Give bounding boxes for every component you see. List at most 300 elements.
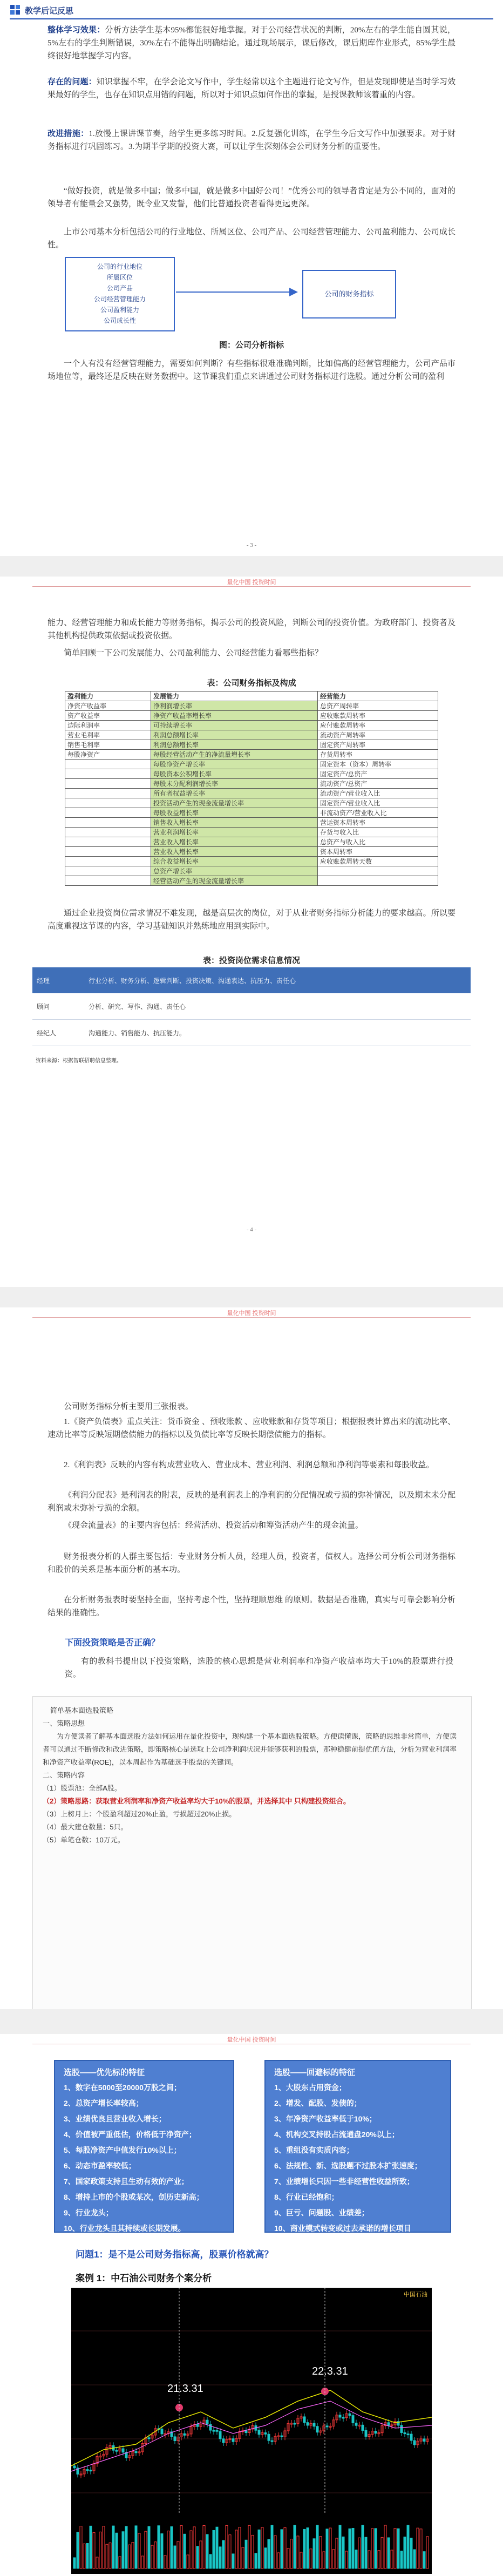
volume-bar: [426, 2537, 429, 2568]
candle-body: [183, 2433, 186, 2435]
position-requirements: 分析、研究、写作、沟通、责任心: [84, 993, 471, 1020]
strategy-line: 为方便读者了解基本面选股方法如何运用在量化投资中，现构建一个基本面选股策略。方便读懂课，策略的思维非常简单，方便读者可以通过不断修改和改进策略，即策略核心是选取上公司净利润状况并能够获利的股票，那种稳健前提优值方法，分析为营业利润率和净资产收益率(ROE)，以本周起作为基础选手股票的关键词。: [43, 1732, 457, 1766]
table-row: [65, 857, 438, 866]
table-cell: [65, 808, 151, 818]
volume-bar: [281, 2530, 283, 2568]
job-position-table: [32, 967, 471, 1046]
table-cell: 营业收入增长率: [151, 847, 318, 857]
volume-bar: [148, 2526, 150, 2568]
table-cell: 存货周转率: [318, 750, 438, 760]
table-cell: 资产收益率: [65, 711, 151, 721]
volume-bar: [274, 2536, 276, 2568]
volume-bar: [122, 2532, 124, 2568]
table-header: 盈利能力: [65, 692, 151, 701]
table-cell: 固定资产周转率: [318, 740, 438, 750]
volume-bar: [90, 2526, 92, 2568]
table-row: [65, 711, 438, 721]
volume-bar: [394, 2528, 396, 2568]
table-header: 发展能力: [151, 692, 318, 701]
table-cell: [318, 876, 438, 886]
financial-indicator-table: [65, 691, 438, 886]
list-item: 1、数字在5000至20000万股之间；: [64, 2083, 181, 2092]
problems-text: 知识掌握不牢，在学会论文写作中，学生经常以这个主题进行论文写作，但是发现即使是当时学习效果最好的学生，也存在知识点用错的问题，所以对于知识点如何作出的掌握，是授课教师该着重的内容。: [47, 78, 456, 99]
volume-bar: [252, 2535, 254, 2568]
volume-bar: [196, 2546, 199, 2568]
volume-bar: [232, 2554, 234, 2568]
volume-bar: [264, 2548, 267, 2568]
table-row: [65, 808, 438, 818]
volume-bar: [174, 2546, 176, 2568]
table-row: [65, 818, 438, 828]
analysts-paragraph: 财务报表分析的人群主要包括：专业财务分析人员，经理人员，投资者，债权人。选择公司分析公司财务指标和股价的关系是基本面分析的基本功。: [47, 1553, 456, 1574]
effect-text: 分析方法学生基本95%都能很好地掌握。对于公司经营状况的判断，20%左右的学生能自圆其说，5%左右的学生判断错误，30%左右不能得出明确结论。通过现场展示，课后修改，课后期库作业形式，85%学生最终很好地掌握学习内容。: [47, 26, 456, 60]
table-row: [65, 750, 438, 760]
header-rule: [10, 18, 493, 19]
table-row: [32, 993, 471, 1020]
volume-bar: [423, 2552, 425, 2568]
diagram-right-label: 公司的财务指标: [324, 290, 374, 298]
candle-body: [365, 2430, 367, 2436]
volume-bar: [177, 2541, 179, 2568]
volume-bar: [268, 2539, 270, 2568]
volume-bar: [77, 2532, 79, 2568]
volume-bar: [187, 2555, 189, 2568]
table-cell: [65, 789, 151, 798]
candle-body: [268, 2434, 270, 2441]
volume-bar: [277, 2553, 280, 2568]
strategy-line: 一、策略思想: [43, 1719, 85, 1727]
table-cell: 资本周转率: [318, 847, 438, 857]
list-item: 9、巨亏、问题股、业绩差；: [274, 2208, 369, 2217]
volume-bar: [167, 2531, 169, 2568]
volume-bar: [138, 2533, 140, 2568]
candle-body: [339, 2415, 341, 2417]
volume-bar: [245, 2540, 247, 2568]
table-header: 经营能力: [318, 692, 438, 701]
candle-body: [148, 2438, 150, 2439]
job-demand-paragraph: 通过企业投资岗位需求情况不难发现，越是高层次的岗位，对于从业者财务指标分析能力的要求越高。所以要高度重视这节课的内容，学习基础知识并熟练地应用到实际中。: [47, 909, 456, 931]
table-cell: 净资产收益率增长率: [151, 711, 318, 721]
avoid-stock-box: [264, 2060, 451, 2233]
table-cell: [65, 818, 151, 828]
table-cell: 固定资本（资本）周转率: [318, 760, 438, 769]
list-item: 8、增持上市的个股或某次，创历史新高；: [64, 2193, 204, 2201]
profit-distribution-paragraph: 《利润分配表》是利润表的附表，反映的是利润表上的净利润的分配情况或亏损的弥补情况，以及期末未分配利润或未弥补亏损的余额。: [47, 1491, 456, 1513]
table-cell: [65, 857, 151, 866]
volume-bar: [86, 2543, 89, 2568]
table-cell: 净利润增长率: [151, 701, 318, 711]
table-cell: [65, 866, 151, 876]
list-item: 10、行业龙头且其持续或长期发展。: [64, 2224, 186, 2233]
table-cell: 营业利润增长率: [151, 828, 318, 837]
table-cell: 固定资产/营业收入比: [318, 798, 438, 808]
management-paragraph: 一个人有没有经营管理能力，需要如何判断？有些指标很难准确判断，比如偏高的经营管理能力，公司产品市场地位等，最终还是反映在财务数据中。这节课我们重点来讲通过公司财务指标进行选股。通过分析公司的盈利: [47, 360, 456, 381]
volume-bar: [151, 2545, 153, 2568]
three-statements-paragraph: 公司财务指标分析主要用三张报表。: [64, 1402, 194, 1411]
volume-bar: [297, 2536, 299, 2568]
volume-bar: [164, 2555, 166, 2568]
volume-bar: [284, 2527, 286, 2568]
table-cell: [65, 837, 151, 847]
table-row: [65, 701, 438, 711]
volume-bar: [258, 2530, 260, 2568]
candle-body: [161, 2429, 163, 2434]
quote-paragraph: “做好投资，就是做多中国；做多中国，就是做多中国好公司！”优秀公司的领导者肯定是为公不同的，面对的领导者有能量会又强势，既令业又发誓，他们比普通投资者看得更远更深。: [47, 187, 456, 208]
problems-label: 存在的问题：: [47, 78, 97, 86]
preferred-stock-box: [54, 2060, 234, 2233]
volume-bar: [391, 2550, 393, 2568]
volume-bar: [154, 2542, 157, 2568]
volume-bar: [119, 2557, 121, 2568]
candle-body: [222, 2439, 225, 2443]
strategy-question: 下面投资策略是否正确？: [65, 1638, 160, 1648]
diagram-item: 公司经营管理能力: [93, 295, 146, 303]
page-3: [0, 1307, 503, 2009]
candle-body: [404, 2432, 406, 2433]
volume-bar: [371, 2528, 373, 2568]
table-cell: 营业毛利率: [65, 730, 151, 740]
volume-bar: [349, 2528, 351, 2568]
table-cell: [65, 798, 151, 808]
volume-bar: [316, 2525, 318, 2568]
volume-bar: [336, 2538, 338, 2568]
candle-body: [86, 2470, 89, 2471]
improvement-label: 改进措施：: [47, 130, 89, 138]
list-item: 7、业绩增长只因一些非经营性收益所致；: [274, 2177, 414, 2186]
candle-body: [209, 2424, 212, 2430]
candle-body: [174, 2437, 176, 2441]
effect-paragraph: [47, 24, 456, 63]
volume-bar: [206, 2534, 208, 2568]
table-cell: 每股净资产: [65, 750, 151, 760]
box-title: 选股——优先标的特征: [64, 2068, 145, 2077]
figure-caption: 图：公司分析指标: [219, 341, 284, 350]
table-row: [65, 779, 438, 789]
table-row: [65, 876, 438, 886]
table-cell: 营业收入增长率: [151, 837, 318, 847]
table-row: [65, 837, 438, 847]
table-cell: [65, 760, 151, 769]
balance-sheet-paragraph: 1.《资产负债表》重点关注：货币资金 、预收账款 、应收账款和存货等项目；根据报表计算出来的流动比率、速动比率等反映短期偿债能力的指标以及负债比率等反映长期偿债能力的指标。: [47, 1418, 456, 1439]
table-cell: 所有者权益增长率: [151, 789, 318, 798]
table-row: [32, 967, 471, 993]
volume-bar: [226, 2525, 228, 2568]
volume-bar: [271, 2525, 273, 2568]
list-item: 8、行业已经饱和；: [274, 2193, 339, 2201]
strategy-intro-paragraph: 有的教科书提出以下投资策略，选股的核心思想是营业利润率和净资产收益率均大于10%的股票进行投资。: [65, 1657, 453, 1679]
watermark-text: 量化中国 投资时间: [227, 1310, 276, 1317]
candle-body: [213, 2430, 215, 2431]
candle-body: [307, 2423, 309, 2425]
volume-bar: [235, 2530, 237, 2568]
table-row: [65, 847, 438, 857]
volume-bar: [183, 2534, 186, 2568]
list-item: 5、每股净资产中值发行10%以上；: [64, 2146, 181, 2154]
diagram-right-box: [302, 270, 396, 318]
strategy-line: （5）单笔仓数：10万元。: [43, 1836, 125, 1844]
volume-bar: [80, 2526, 82, 2568]
volume-bar: [83, 2544, 85, 2568]
table-cell: 总资产增长率: [151, 866, 318, 876]
volume-bar: [342, 2537, 344, 2568]
list-item: 10、商业模式转变或过去承诺的增长项目: [274, 2224, 411, 2233]
watermark-text: 量化中国 投资时间: [227, 2037, 276, 2043]
strategy-line: 二、策略内容: [43, 1771, 85, 1779]
candle-body: [216, 2430, 218, 2431]
page-4: [0, 2034, 503, 2576]
strategy-line-highlight: （2）策略思路：获取营业利润率和净资产收益率均大于10%的股票，并选择其中 只构建投资组合。: [43, 1797, 350, 1805]
strategy-line: （1）股票池：全部A股。: [43, 1784, 121, 1792]
problems-paragraph: [47, 76, 456, 101]
candle-body: [294, 2423, 296, 2424]
volume-bar: [106, 2544, 108, 2568]
table2-title: 表：投资岗位需求信息情况: [202, 956, 300, 965]
table-cell: [65, 876, 151, 886]
volume-bar: [307, 2528, 309, 2568]
table-cell: 总资产与收入比: [318, 837, 438, 847]
improvement-text: 1.放慢上课讲课节奏，给学生更多练习时间。2.反复强化训练，在学生今后文写作中加强要求。对于财务指标进行巩固练习。3.为期半学期的投资大赛，可以让学生深刻体会公司财务分析的重要性。: [47, 130, 456, 151]
table-row: [65, 828, 438, 837]
table-cell: 非流动资产/营业收入比: [318, 808, 438, 818]
volume-bar: [355, 2550, 357, 2568]
volume-bar: [407, 2525, 409, 2568]
review-paragraph: 简单回顾一下公司发展能力、公司盈利能力、公司经营能力看哪些指标？: [64, 649, 323, 657]
list-item: 4、价值被严重低估，价格低于净资产；: [64, 2130, 196, 2139]
candle-body: [352, 2416, 354, 2423]
candle-body: [264, 2433, 267, 2435]
volume-bar: [248, 2525, 250, 2568]
table-title: 表：公司财务指标及构成: [207, 679, 296, 688]
page-number: - 4 -: [246, 1226, 257, 1233]
candle-body: [413, 2441, 416, 2445]
volume-bar: [358, 2538, 361, 2568]
candle-body: [219, 2431, 221, 2439]
volume-bar: [365, 2537, 367, 2568]
table-cell: 应付账款周转率: [318, 721, 438, 730]
volume-bar: [216, 2527, 218, 2568]
table-cell: [318, 866, 438, 876]
table-cell: [65, 847, 151, 857]
candle-body: [326, 2426, 328, 2427]
table-row: [65, 789, 438, 798]
volume-bar: [381, 2537, 383, 2568]
candle-body: [245, 2431, 247, 2433]
table-row: [65, 769, 438, 779]
volume-bar: [287, 2548, 289, 2568]
table-row: [65, 760, 438, 769]
table-cell: 每股资本公积增长率: [151, 769, 318, 779]
volume-bar: [229, 2535, 231, 2568]
volume-bar: [368, 2551, 370, 2568]
candle-body: [303, 2417, 305, 2423]
volume-bar: [145, 2531, 147, 2568]
volume-bar: [339, 2525, 341, 2568]
volume-bar: [345, 2551, 348, 2568]
case-1-title: 案例 1：中石油公司财务个案分析: [76, 2273, 212, 2283]
watermark-text: 量化中国 投资时间: [227, 579, 276, 586]
candle-body: [313, 2423, 315, 2426]
volume-bar: [255, 2553, 257, 2568]
volume-bar: [378, 2551, 380, 2568]
position-name: 经纪人: [32, 1020, 84, 1046]
volume-bar: [99, 2532, 101, 2568]
volume-bar: [329, 2528, 331, 2568]
table-cell: 投资活动产生的现金流量增长率: [151, 798, 318, 808]
table-cell: 存货与收入比: [318, 828, 438, 837]
volume-bar: [388, 2538, 390, 2568]
candle-body: [400, 2425, 403, 2433]
candle-body: [407, 2434, 409, 2435]
volume-bar: [125, 2526, 127, 2568]
table-cell: [65, 828, 151, 837]
candle-body: [375, 2431, 377, 2433]
candle-body: [115, 2450, 118, 2451]
volume-bar: [112, 2526, 114, 2568]
table-cell: 综合收益增长率: [151, 857, 318, 866]
candle-body: [122, 2449, 124, 2452]
diagram-left-box: [65, 257, 175, 331]
candle-body: [90, 2470, 92, 2471]
candle-body: [423, 2439, 425, 2442]
table-cell: 可持续增长率: [151, 721, 318, 730]
table-cell: 流动资产/总资产: [318, 779, 438, 789]
volume-bar: [103, 2526, 105, 2568]
list-item: 6、动态市盈率较低；: [64, 2161, 136, 2170]
volume-bar: [261, 2527, 263, 2568]
chart-corner-label: 中国石油: [404, 2292, 427, 2298]
candle-body: [135, 2451, 137, 2452]
volume-bar: [413, 2550, 416, 2568]
list-item: 3、业绩优良且营业收入增长；: [64, 2114, 166, 2123]
volume-bar: [193, 2527, 195, 2568]
volume-bar: [400, 2551, 403, 2568]
table-cell: [65, 769, 151, 779]
table-cell: 每股经营活动产生的净流量增长率: [151, 750, 318, 760]
diagram-item: 公司盈利能力: [100, 306, 139, 314]
table-row: [32, 1020, 471, 1046]
volume-bar: [242, 2547, 244, 2568]
candle-body: [206, 2420, 208, 2424]
volume-bar: [73, 2558, 76, 2568]
strategy-title: 简单基本面选股策略: [50, 1706, 114, 1714]
candle-body: [410, 2434, 412, 2441]
candle-body: [349, 2414, 351, 2415]
header-logo-icon: [10, 4, 21, 15]
diagram-item: 公司成长性: [103, 317, 136, 324]
table-header-row: [65, 692, 438, 701]
table-row: [65, 798, 438, 808]
page-separator: [0, 2009, 503, 2034]
volume-bar: [200, 2541, 202, 2568]
table-cell: 利润总额增长率: [151, 730, 318, 740]
table-row: [65, 730, 438, 740]
volume-bar: [213, 2530, 215, 2568]
table-row: [65, 721, 438, 730]
volume-bar: [135, 2526, 137, 2568]
candle-body: [355, 2423, 357, 2425]
table-cell: 净资产收益率: [65, 701, 151, 711]
list-item: 9、行业龙头；: [64, 2208, 113, 2217]
candle-body: [73, 2466, 76, 2468]
volume-bar: [362, 2525, 364, 2568]
stock-chart-image: [71, 2288, 432, 2574]
volume-bar: [290, 2539, 293, 2568]
table-cell: 总资产周转率: [318, 701, 438, 711]
table-cell: 固定资产/总资产: [318, 769, 438, 779]
table-cell: 流动资产/营业收入比: [318, 789, 438, 798]
table-cell: 每股净资产增长率: [151, 760, 318, 769]
table-cell: 每股收益增长率: [151, 808, 318, 818]
table-cell: 应收账款周转天数: [318, 857, 438, 866]
principles-paragraph: 在分析财务报表时要坚持全面，坚持考虑个性，坚持理顺思维 的原则。数据是否准确，真实与可靠会影响分析结果的准确性。: [47, 1596, 456, 1617]
volume-bar: [96, 2557, 98, 2568]
volume-bar: [417, 2528, 419, 2568]
strategy-line: （4）最大建仓数量：5只。: [43, 1823, 128, 1831]
income-statement-paragraph: 2.《利润表》反映的内容有构成营业收入、营业成本、营业利润、利润总额和净利润等要素和每股收益。: [64, 1461, 434, 1469]
page-2: [0, 577, 503, 1287]
table-cell: 销售收入增长率: [151, 818, 318, 828]
question-1: 问题1：是不是公司财务指标高，股票价格就高？: [76, 2249, 274, 2260]
position-requirements: 沟通能力、销售能力、抗压能力。: [84, 1020, 471, 1046]
candle-body: [388, 2423, 390, 2426]
volume-bar: [323, 2552, 325, 2568]
table-cell: 边际利润率: [65, 721, 151, 730]
volume-bar: [397, 2528, 399, 2568]
volume-bar: [384, 2525, 386, 2568]
volume-bar: [128, 2545, 131, 2568]
table-cell: 应收账款周转率: [318, 711, 438, 721]
volume-bar: [375, 2528, 377, 2568]
strategy-box: [32, 1696, 472, 2010]
candle-body: [196, 2424, 199, 2426]
table-cell: 利润总额增长率: [151, 740, 318, 750]
candle-body: [232, 2439, 234, 2442]
volume-bar: [180, 2526, 182, 2568]
chart-date-label: 22.3.31: [312, 2365, 348, 2377]
volume-bar: [190, 2531, 192, 2568]
volume-bar: [313, 2539, 315, 2568]
header-title: 教学后记反思: [25, 6, 74, 16]
volume-bar: [203, 2525, 205, 2568]
page-top-rule: [32, 586, 471, 587]
table-cell: 销售毛利率: [65, 740, 151, 750]
table-cell: 经营活动产生的现金流量增长率: [151, 876, 318, 886]
volume-bar: [132, 2543, 134, 2568]
volume-bar: [219, 2547, 221, 2568]
table-cell: 流动资产周转率: [318, 730, 438, 740]
candle-body: [342, 2417, 344, 2418]
candle-body: [281, 2436, 283, 2437]
volume-bar: [109, 2543, 111, 2568]
list-item: 4、机构交叉持股占流通盘20%以上；: [274, 2130, 399, 2139]
volume-bar: [410, 2538, 412, 2568]
candle-body: [316, 2426, 318, 2432]
volume-bar: [209, 2554, 212, 2568]
cash-flow-paragraph: 《现金流量表》的主要内容包括：经营活动、投资活动和筹资活动产生的现金流量。: [64, 1521, 364, 1530]
volume-bar: [320, 2537, 322, 2568]
volume-bar: [93, 2533, 95, 2568]
table-cell: [65, 779, 151, 789]
volume-bar: [326, 2529, 328, 2568]
volume-bar: [310, 2549, 312, 2568]
diagram-arrow-icon: [175, 284, 299, 303]
volume-bar: [300, 2552, 302, 2568]
candlestick-chart: [71, 2288, 432, 2574]
position-name: 经理: [37, 977, 50, 985]
list-item: 2、增发、配股、发债的；: [274, 2099, 362, 2107]
page-number: - 3 -: [246, 542, 257, 548]
volume-bar: [420, 2529, 422, 2568]
